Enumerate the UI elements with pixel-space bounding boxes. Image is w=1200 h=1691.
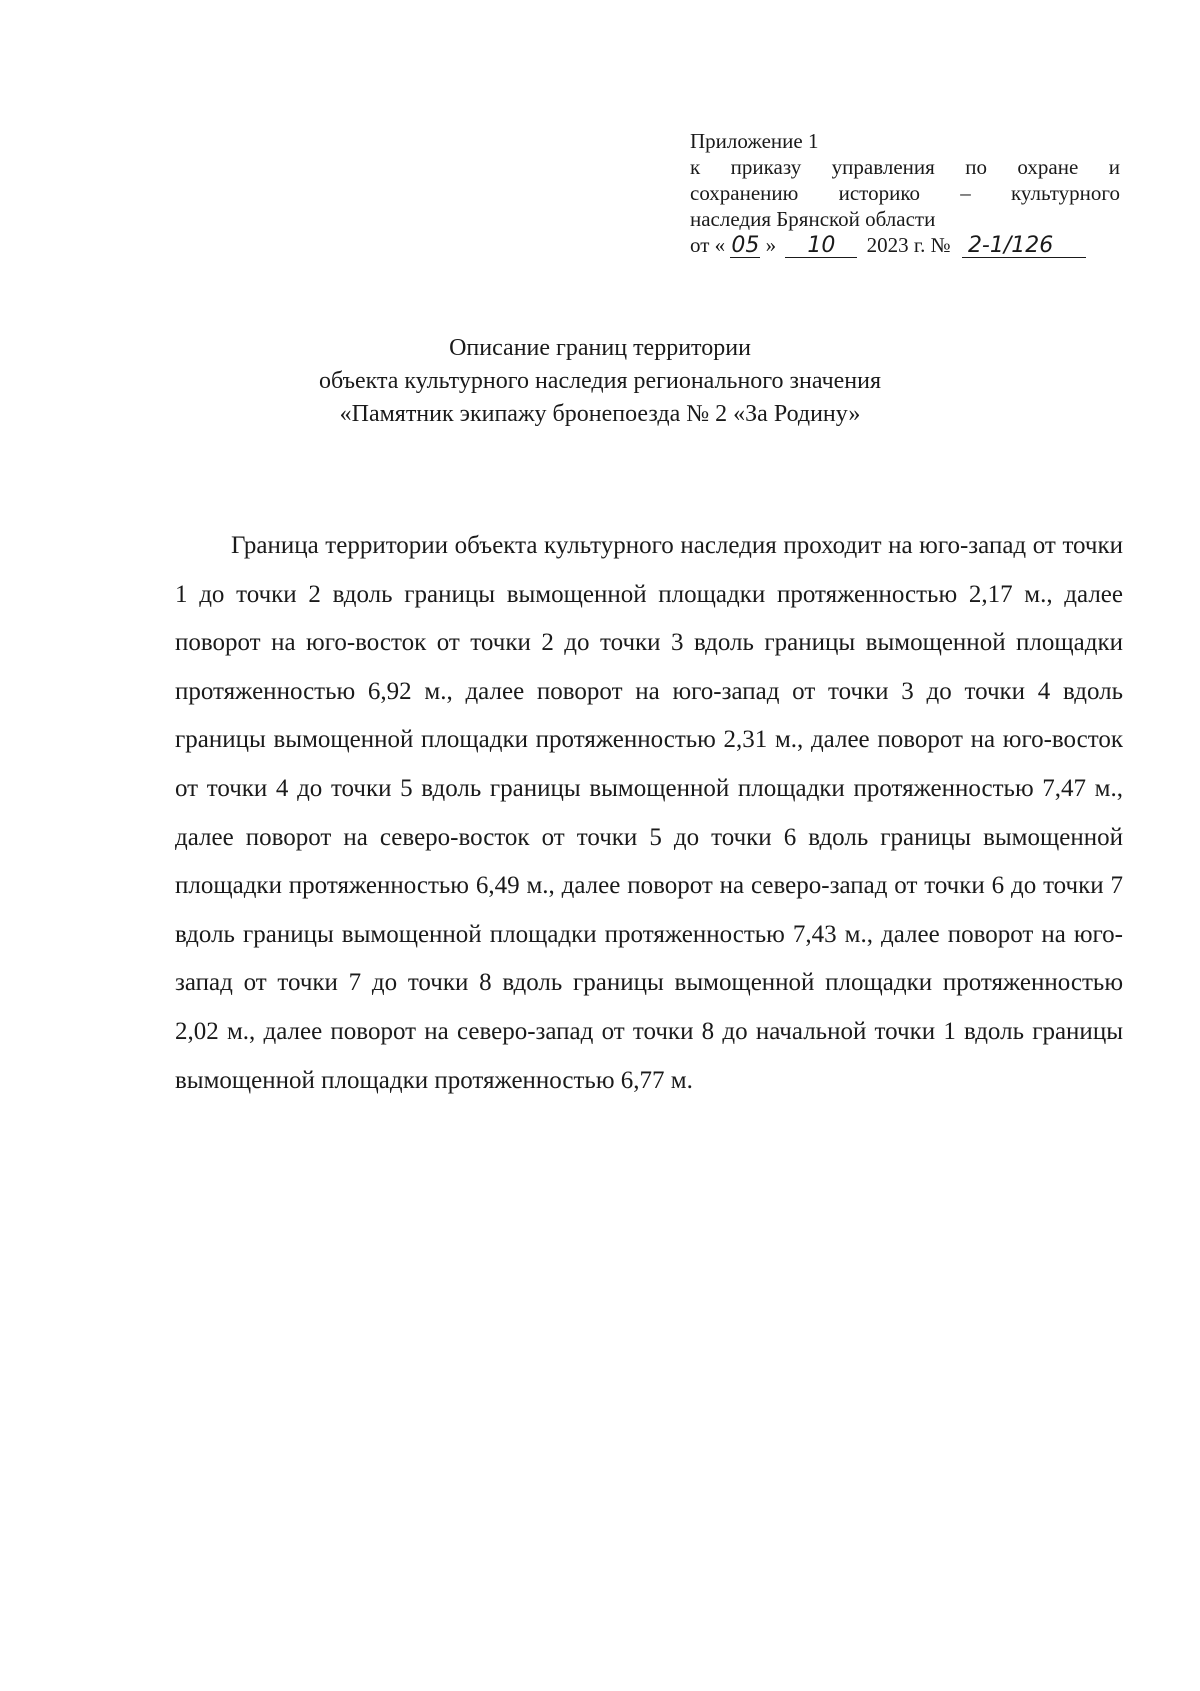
appendix-header xyxy=(690,128,1120,258)
handwritten-day: 05 xyxy=(731,233,760,258)
appendix-date-line xyxy=(690,232,1120,258)
appendix-order-line: к приказу управления по охране и xyxy=(690,155,1120,179)
title-line: Описание границ территории xyxy=(449,335,751,361)
date-prefix: от « xyxy=(690,233,726,257)
appendix-order-line: сохранению историко – культурного xyxy=(690,181,1120,205)
handwritten-month: 10 xyxy=(785,235,857,258)
document-title xyxy=(150,332,1050,431)
title-line: «Памятник экипажу бронепоезда № 2 «За Родину» xyxy=(339,401,861,427)
title-line: объекта культурного наследия регионального значения xyxy=(318,368,882,394)
date-year: 2023 г. № xyxy=(866,233,951,257)
appendix-label: Приложение 1 xyxy=(690,129,819,153)
boundary-description-paragraph: Граница территории объекта культурного наследия проходит на юго-запад от точки 1 до точки 2 вдоль границы вымощенной площадки протяженностью 2,17 м., далее поворот на юго-восток от точки 2 до точки 3 вдоль границы вымощенной площадки протяженностью 6,92 м., далее поворот на юго-запад от точки 3 до точки 4 вдоль границы вымощенной площадки протяженностью 2,31 м., далее поворот на юго-восток от точки 4 до точки 5 вдоль границы вымощенной площадки протяженностью 7,47 м., далее поворот на северо-восток от точки 5 до точки 6 вдоль границы вымощенной площадки протяженностью 6,49 м., далее поворот на северо-запад от точки 6 до точки 7 вдоль границы вымощенной площадки протяженностью 7,43 м., далее поворот на юго-запад от точки 7 до точки 8 вдоль границы вымощенной площадки протяженностью 2,02 м., далее поворот на северо-запад от точки 8 до начальной точки 1 вдоль границы вымощенной площадки протяженностью 6,77 м. xyxy=(175,532,1123,1094)
handwritten-order-number: 2-1/126 xyxy=(962,235,1086,258)
date-mid: » xyxy=(765,233,777,257)
appendix-order-line: наследия Брянской области xyxy=(690,207,936,231)
